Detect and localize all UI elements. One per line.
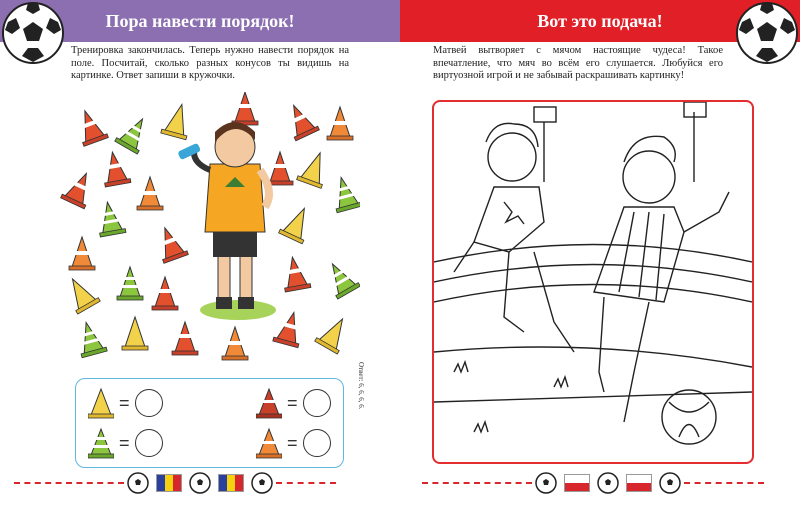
answer-row-yellow	[88, 387, 163, 419]
flag-icon	[218, 474, 244, 492]
orange-cone-icon	[256, 427, 282, 459]
equals-sign: =	[287, 432, 298, 453]
right-footer-decoration	[422, 468, 764, 498]
left-instructions: Тренировка закончилась. Теперь нужно навести порядок на поле. Посчитай, сколько разных конусов ты видишь на картинке. Ответ запиши в кружочки.	[71, 45, 349, 81]
answer-circle-orange[interactable]	[303, 429, 331, 457]
cones-and-player-illustration	[60, 92, 360, 364]
right-instructions: Матвей вытворяет с мячом настоящие чудеса! Такое впечатление, что мяч во всём его слушается. Любуйся его виртуозной игрой и не забывай раскрашивать картинку!	[433, 45, 723, 81]
answer-row-orange	[256, 427, 331, 459]
player-figure	[177, 122, 276, 320]
answer-row-green	[88, 427, 163, 459]
answer-circle-red[interactable]	[303, 389, 331, 417]
soccer-ball-icon	[127, 472, 149, 494]
equals-sign: =	[119, 392, 130, 413]
flag-icon	[156, 474, 182, 492]
equals-sign: =	[287, 392, 298, 413]
answer-row-red	[256, 387, 331, 419]
left-page-title: Пора навести порядок!	[0, 0, 400, 42]
answer-key-text: Ответ: 6, 6, 6, 6.	[357, 362, 365, 410]
soccer-ball-icon	[189, 472, 211, 494]
answer-circle-yellow[interactable]	[135, 389, 163, 417]
answer-circle-green[interactable]	[135, 429, 163, 457]
equals-sign: =	[119, 432, 130, 453]
answer-box	[75, 378, 344, 468]
yellow-cone-icon	[88, 387, 114, 419]
soccer-ball-icon	[251, 472, 273, 494]
soccer-ball-icon	[734, 0, 800, 66]
soccer-ball-icon	[0, 0, 66, 66]
flag-icon	[626, 474, 652, 492]
dashed-line	[276, 482, 336, 484]
green-cone-icon	[88, 427, 114, 459]
right-page-title: Вот это подача!	[400, 0, 800, 42]
answer-key	[353, 362, 371, 477]
flag-icon	[564, 474, 590, 492]
coloring-picture	[432, 100, 754, 464]
soccer-ball-icon	[535, 472, 557, 494]
dashed-line	[422, 482, 532, 484]
right-page	[400, 0, 800, 525]
dashed-line	[684, 482, 764, 484]
red-cone-icon	[256, 387, 282, 419]
left-footer-decoration	[14, 468, 336, 498]
soccer-ball-icon	[597, 472, 619, 494]
dashed-line	[14, 482, 124, 484]
soccer-ball-icon	[659, 472, 681, 494]
coloring-line-art	[434, 102, 752, 462]
